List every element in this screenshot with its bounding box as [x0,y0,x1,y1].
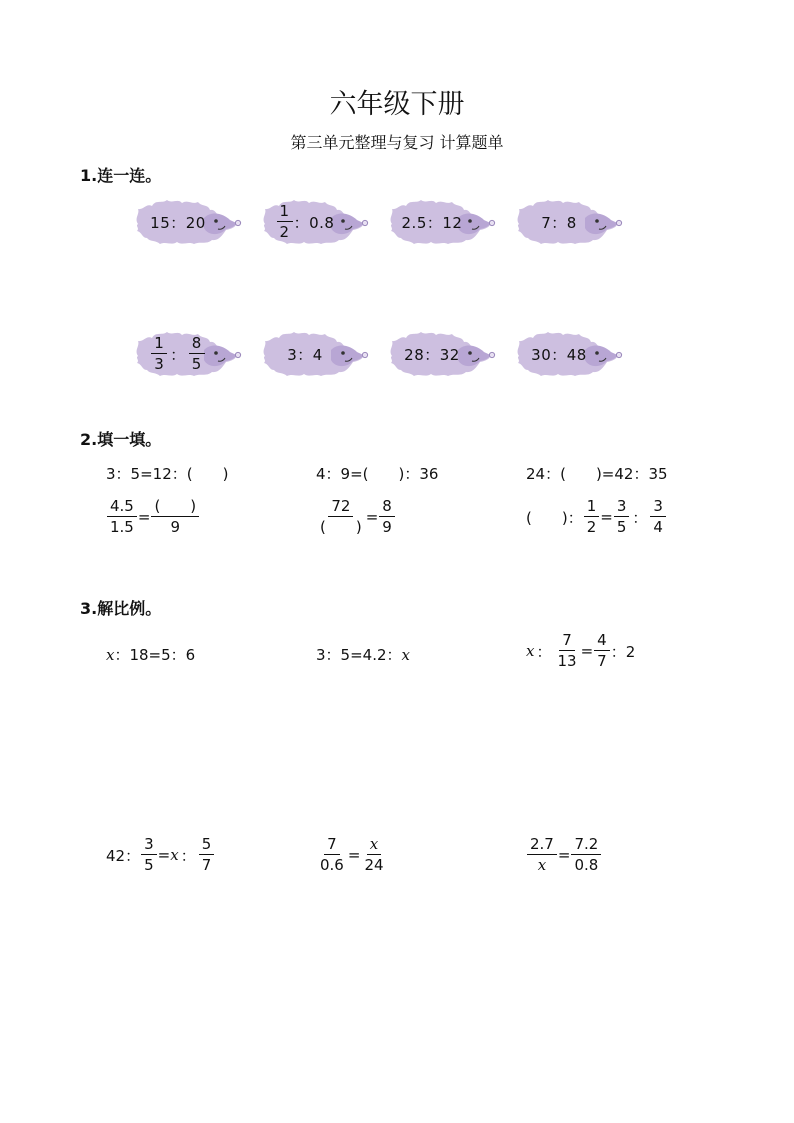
fill-blank-2[interactable]: 4：9=( )：36 [316,465,439,483]
ratio-label: 30：48 [531,345,587,364]
fraction: $\frac{2.7}{x}$ [527,836,557,874]
ratio-label: 28：32 [404,345,460,364]
hedgehog-card[interactable] [259,196,371,248]
fraction: $\frac{5}{7}$ [199,836,215,874]
hedgehog-card[interactable] [259,328,371,380]
fraction: $\frac{72}{( )}$ [320,497,362,536]
fraction: $\frac{1}{2}$ [277,203,293,241]
hedgehog-card[interactable] [386,328,498,380]
proportion-1[interactable]: x ：18=5：6 [106,645,196,664]
fraction: $\frac{8}{9}$ [379,498,395,536]
page-subtitle: 第三单元整理与复习 计算题单 [290,133,504,152]
fraction: $\frac{7.2}{0.8}$ [571,836,601,874]
proportion-5[interactable]: $\frac{7}{0.6}$ = $\frac{x}{24}$ [316,836,388,874]
fill-blank-6[interactable]: ( )： $\frac{1}{2}$ = $\frac{3}{5}$ ： $\frac{3}{4}$ [526,498,667,536]
ratio-label: 3：4 [287,345,323,364]
fraction: $\frac{7}{0.6}$ [320,835,344,874]
proportion-6[interactable]: $\frac{2.7}{x}$ = $\frac{7.2}{0.8}$ [526,836,602,874]
ratio-label: 7：8 [541,213,577,232]
section-2-heading: 2.填一填。 [80,430,162,449]
fraction: $\frac{( )}{9}$ [151,498,199,536]
fraction: $\frac{3}{5}$ [141,836,157,874]
fraction: $\frac{3}{5}$ [614,498,630,536]
fraction: $\frac{3}{4}$ [650,498,666,536]
ratio-label: $\frac{1}{2}$ ：0.8 [259,196,351,248]
ratio-label: 2.5：12 [401,213,463,232]
section-1-heading: 1.连一连。 [80,166,162,185]
hedgehog-card[interactable] [513,328,625,380]
fraction: $\frac{1}{2}$ [584,498,600,536]
fraction: $\frac{8}{5}$ [189,335,205,373]
hedgehog-card[interactable] [386,196,498,248]
proportion-2[interactable]: 3：5=4.2： x [316,645,410,664]
proportion-3[interactable]: x ： $\frac{7}{13}$ = $\frac{4}{7}$ ：2 [526,631,636,670]
fraction: $\frac{4.5}{1.5}$ [107,498,137,536]
hedgehog-card[interactable] [132,328,244,380]
proportion-4[interactable]: 42： $\frac{3}{5}$ = x ： $\frac{5}{7}$ [106,836,215,874]
fraction: $\frac{1}{3}$ [151,335,167,373]
fill-blank-5[interactable]: $\frac{72}{( )}$ = $\frac{8}{9}$ [316,498,396,536]
fill-blank-3[interactable]: 24：( )=42：35 [526,465,668,483]
ratio-label: $\frac{1}{3}$ ： $\frac{8}{5}$ [132,328,224,380]
fill-blank-4[interactable]: $\frac{4.5}{1.5}$ = $\frac{( )}{9}$ [106,498,200,536]
ratio-label: 15：20 [150,213,206,232]
hedgehog-card[interactable] [132,196,244,248]
fraction: $\frac{4}{7}$ [594,632,610,670]
hedgehog-card[interactable] [513,196,625,248]
fill-blank-1[interactable]: 3：5=12：( ) [106,465,229,483]
page-title: 六年级下册 [329,89,465,120]
fraction: $\frac{7}{13}$ [557,631,577,670]
section-3-heading: 3.解比例。 [80,599,162,618]
fraction: $\frac{x}{24}$ [364,835,384,874]
